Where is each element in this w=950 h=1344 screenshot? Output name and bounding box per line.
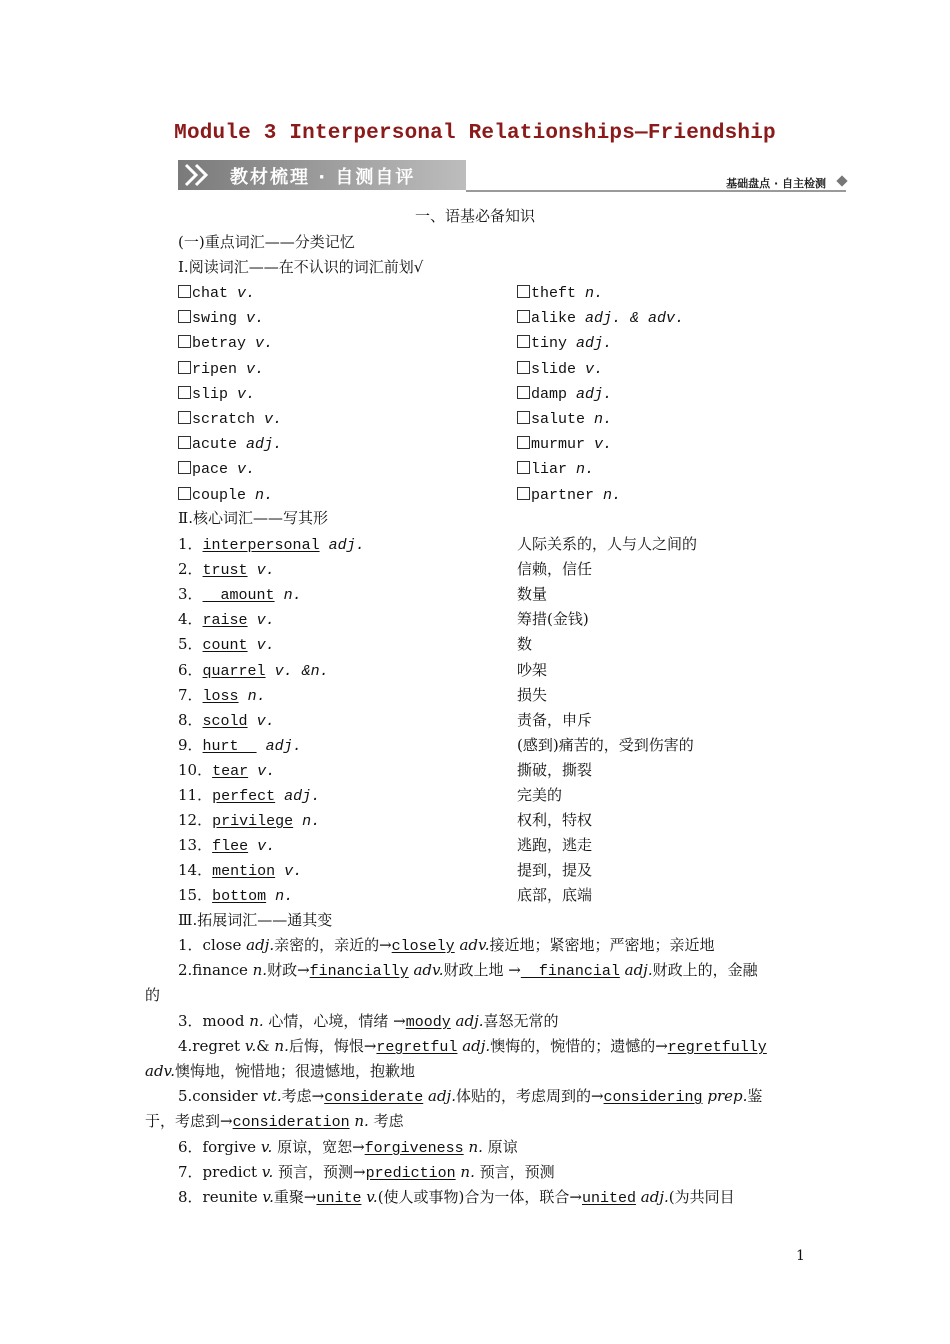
part-of-speech: v. — [257, 762, 276, 780]
ext-line: 1．close adj.亲密的，亲近的→closely adv.接近地；紧密地；严密地；亲近地 — [178, 936, 715, 955]
checklist-item — [178, 433, 282, 455]
chinese-meaning: 逃跑，逃走 — [517, 836, 593, 855]
chinese-meaning: 损失 — [517, 685, 548, 704]
vocab-word: liar — [531, 461, 568, 479]
ext-line: 7．predict v. 预言，预测→prediction n. 预言，预测 — [178, 1163, 555, 1182]
item-number: 3． — [178, 585, 203, 604]
answer-word: perfect — [212, 788, 276, 805]
part-of-speech: v. &n. — [274, 662, 329, 680]
checklist-item — [178, 458, 255, 480]
core-word-row — [178, 810, 320, 832]
vocab-word: alike — [531, 310, 577, 328]
part-of-speech: adj. — [265, 737, 302, 755]
part-of-speech: adj. — [576, 335, 613, 353]
part-of-speech: n. — [283, 587, 302, 605]
checklist-item — [178, 282, 255, 304]
part-of-speech: n. — [603, 486, 622, 504]
part-of-speech: n. — [275, 888, 294, 906]
banner-left-text: 教材梳理 · 自测自评 — [230, 167, 416, 188]
core-word-row — [178, 735, 302, 757]
item-number: 5． — [178, 635, 203, 654]
item-number: 10． — [178, 760, 213, 779]
answer-word: privilege — [212, 813, 294, 831]
part-of-speech: n. — [255, 486, 274, 504]
checkbox-icon[interactable] — [517, 487, 530, 500]
ext-line-cont: 的 — [145, 986, 161, 1004]
part-of-speech: v. — [255, 335, 274, 353]
checklist-item — [517, 383, 612, 405]
checkbox-icon[interactable] — [178, 386, 191, 399]
checkbox-icon[interactable] — [178, 461, 191, 474]
answer-word: trust — [202, 562, 248, 580]
vocab-word: betray — [192, 335, 247, 353]
vocab-word: partner — [531, 486, 595, 504]
core-word-row — [178, 885, 293, 907]
ext-line: 6．forgive v. 原谅，宽恕→forgiveness n. 原谅 — [178, 1138, 518, 1157]
part-of-speech: v. — [585, 360, 604, 378]
core-word-row — [178, 584, 302, 606]
vocab-word: slip — [192, 385, 229, 403]
item-number: 13． — [178, 836, 213, 855]
vocab-word: scratch — [192, 411, 256, 428]
chinese-meaning: 权利，特权 — [517, 811, 593, 830]
checkbox-icon[interactable] — [517, 411, 530, 424]
part-of-speech: n. — [576, 461, 595, 479]
item-number: 6． — [178, 660, 203, 679]
answer-word: hurt — [202, 737, 257, 755]
item-number: 12． — [178, 811, 213, 830]
part-of-speech: adj. — [328, 537, 365, 554]
checkbox-icon[interactable] — [178, 310, 191, 323]
ext-line: 8．reunite v.重聚→unite v.(使人或事物)合为一体，联合→united adj.(为共同目 — [178, 1188, 735, 1207]
part-of-speech: v. — [237, 385, 256, 403]
page-title: Module 3 Interpersonal Relationships—Friendship — [174, 122, 776, 145]
chinese-meaning: 撕破，撕裂 — [517, 760, 593, 779]
checkbox-icon[interactable] — [517, 436, 530, 449]
checkbox-icon[interactable] — [178, 436, 191, 449]
section-banner — [178, 160, 848, 194]
checklist-item — [178, 484, 273, 506]
checklist-item — [178, 307, 264, 329]
vocab-word: ripen — [192, 360, 238, 378]
vocab-word: couple — [192, 486, 247, 504]
checkbox-icon[interactable] — [178, 285, 191, 298]
vocab-word: salute — [531, 411, 586, 428]
part-of-speech: v. — [264, 411, 283, 428]
answer-word: count — [202, 637, 248, 655]
checklist-item — [517, 332, 612, 354]
item-number: 1． — [178, 535, 203, 553]
part3-heading: Ⅲ.拓展词汇——通其变 — [178, 911, 333, 929]
checkbox-icon[interactable] — [517, 285, 530, 298]
chinese-meaning: 底部，底端 — [517, 886, 593, 905]
answer-word: scold — [202, 712, 248, 730]
core-word-row — [178, 534, 365, 556]
part-of-speech: n. — [247, 687, 266, 705]
ext-line: 2.finance n.财政→financially adv.财政上地 → financial adj.财政上的，金融 — [178, 961, 758, 980]
chinese-meaning: (感到)痛苦的，受到伤害的 — [517, 735, 694, 754]
checkbox-icon[interactable] — [517, 361, 530, 374]
answer-word: loss — [202, 687, 239, 705]
part-of-speech: v. — [237, 461, 256, 479]
checklist-item — [517, 408, 612, 430]
chinese-meaning: 提到，提及 — [517, 861, 593, 880]
core-word-row — [178, 785, 320, 807]
core-word-row — [178, 660, 329, 682]
section-heading: 一、语基必备知识 — [414, 207, 535, 225]
ext-line-cont: 于，考虑到→consideration n. 考虑 — [145, 1112, 404, 1131]
core-word-row — [178, 835, 275, 857]
answer-word: flee — [212, 838, 249, 856]
part2-heading: Ⅱ.核心词汇——写其形 — [178, 509, 328, 527]
checkbox-icon[interactable] — [517, 386, 530, 399]
checkbox-icon[interactable] — [178, 411, 191, 424]
chinese-meaning: 人际关系的，人与人之间的 — [517, 535, 698, 553]
part-of-speech: v. — [256, 612, 275, 630]
core-word-row — [178, 710, 275, 732]
core-word-row — [178, 634, 275, 656]
part-of-speech: v. — [257, 838, 276, 856]
item-number: 15． — [178, 886, 213, 905]
item-number: 8． — [178, 710, 203, 729]
chinese-meaning: 信赖，信任 — [517, 560, 593, 579]
part-of-speech: v. — [594, 436, 613, 454]
chinese-meaning: 责备，申斥 — [517, 710, 593, 729]
core-word-row — [178, 559, 275, 581]
answer-word: mention — [212, 863, 276, 881]
part-of-speech: v. — [246, 310, 265, 328]
checklist-item — [517, 358, 603, 380]
vocab-word: acute — [192, 436, 238, 454]
answer-word: interpersonal — [202, 537, 320, 554]
answer-word: raise — [202, 612, 248, 630]
part-of-speech: adj. — [576, 385, 613, 403]
checkbox-icon[interactable] — [517, 335, 530, 348]
checklist-item — [517, 433, 612, 455]
ext-line: 3．mood n. 心情，心境，情绪 →moody adj.喜怒无常的 — [178, 1012, 559, 1031]
vocab-word: pace — [192, 461, 229, 479]
item-number: 11． — [178, 786, 213, 804]
core-word-row — [178, 685, 266, 707]
checkbox-icon[interactable] — [517, 310, 530, 323]
part-of-speech: n. — [594, 411, 613, 428]
checklist-item — [517, 307, 684, 329]
part-of-speech: v. — [284, 863, 303, 881]
vocab-word: slide — [531, 360, 577, 378]
vocab-word: damp — [531, 385, 568, 403]
ext-line: 4.regret v.& n.后悔，悔恨→regretful adj.懊悔的，惋惜的；遗憾的→regretfully — [178, 1037, 767, 1056]
checklist-item — [178, 408, 282, 430]
diamond-icon — [836, 175, 847, 186]
core-word-row — [178, 760, 275, 782]
item-number: 14． — [178, 861, 213, 880]
vocab-word: murmur — [531, 436, 586, 454]
checkbox-icon[interactable] — [178, 361, 191, 374]
chinese-meaning: 数 — [517, 635, 533, 654]
chinese-meaning: 数量 — [517, 585, 548, 604]
item-number: 4． — [178, 610, 203, 629]
answer-word: tear — [212, 762, 249, 780]
vocab-word: theft — [531, 285, 577, 302]
chinese-meaning: 筹措(金钱) — [517, 610, 589, 629]
checkbox-icon[interactable] — [178, 335, 191, 348]
part-of-speech: adj. & adv. — [585, 310, 685, 328]
vocab-word: chat — [192, 285, 229, 302]
checklist-item — [178, 332, 273, 354]
checklist-item — [517, 282, 603, 304]
part-of-speech: v. — [256, 637, 275, 655]
checkbox-icon[interactable] — [517, 461, 530, 474]
part-of-speech: v. — [237, 285, 256, 302]
part-of-speech: adj. — [246, 436, 283, 454]
item-number: 7． — [178, 685, 203, 704]
core-word-row — [178, 609, 275, 631]
ext-line-cont: adv.懊悔地，惋惜地；很遗憾地，抱歉地 — [145, 1062, 416, 1080]
ext-line: 5.consider vt.考虑→considerate adj.体贴的，考虑周到的→considering prep.鉴 — [178, 1087, 763, 1106]
vocab-word: tiny — [531, 335, 568, 353]
checklist-item — [178, 358, 264, 380]
part-of-speech: v. — [256, 562, 275, 580]
answer-word: amount — [202, 587, 275, 605]
core-word-row — [178, 860, 302, 882]
part-of-speech: adj. — [284, 788, 321, 805]
vocab-word: swing — [192, 310, 238, 328]
part-of-speech: n. — [302, 813, 321, 831]
checklist-item — [178, 383, 255, 405]
answer-word: quarrel — [202, 662, 266, 680]
banner-right-text: 基础盘点 · 自主检测 — [726, 177, 826, 190]
checklist-item — [517, 484, 621, 506]
checklist-item — [517, 458, 594, 480]
item-number: 9． — [178, 735, 203, 754]
part-of-speech: v. — [246, 360, 265, 378]
page-number: 1 — [796, 1248, 805, 1264]
answer-word: bottom — [212, 888, 267, 906]
double-chevron-icon — [184, 163, 218, 187]
part-of-speech: v. — [256, 712, 275, 730]
chinese-meaning: 吵架 — [517, 660, 548, 679]
checkbox-icon[interactable] — [178, 487, 191, 500]
chinese-meaning: 完美的 — [517, 786, 563, 804]
part-of-speech: n. — [585, 285, 604, 302]
part1-heading: Ⅰ.阅读词汇——在不认识的词汇前划√ — [178, 258, 424, 276]
subheading: (一)重点词汇——分类记忆 — [178, 233, 355, 251]
item-number: 2． — [178, 560, 203, 579]
